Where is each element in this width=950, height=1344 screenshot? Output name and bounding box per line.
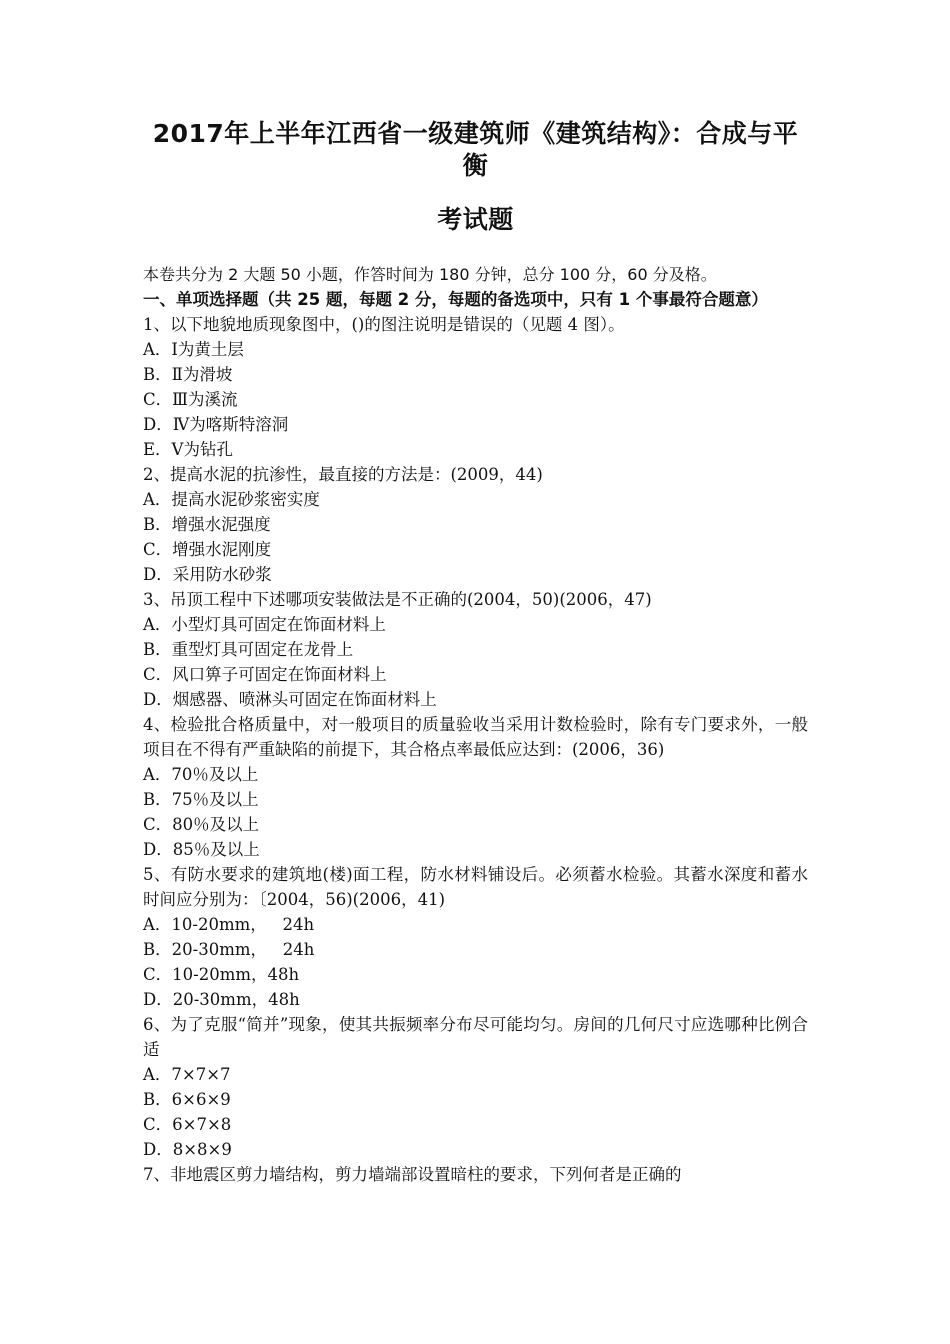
question-option: D．烟感器、喷淋头可固定在饰面材料上 xyxy=(143,690,437,709)
question-option: C．80％及以上 xyxy=(143,815,260,834)
question-item xyxy=(143,312,808,462)
question-stem: 2、提高水泥的抗渗性，最直接的方法是：(2009，44) xyxy=(143,465,543,484)
question-option: A．Ⅰ为黄土层 xyxy=(143,340,244,359)
page-title-line-2: 考试题 xyxy=(437,205,514,234)
question-item xyxy=(143,587,808,712)
question-option: C．Ⅲ为溪流 xyxy=(143,390,238,409)
question-option: B．20-30mm， 24h xyxy=(143,940,315,959)
section-heading: 一、单项选择题（共 25 题，每题 2 分，每题的备选项中，只有 1 个事最符合题意） xyxy=(143,290,768,309)
question-option: A．7×7×7 xyxy=(143,1065,231,1084)
question-list xyxy=(143,312,808,1187)
question-option: C．风口箅子可固定在饰面材料上 xyxy=(143,665,387,684)
question-option: D．85％及以上 xyxy=(143,840,260,859)
question-stem: 1、以下地貌地质现象图中，()的图注说明是错误的（见题 4 图）。 xyxy=(143,315,625,334)
question-item xyxy=(143,462,808,587)
question-option: A．10-20mm， 24h xyxy=(143,915,315,934)
question-item xyxy=(143,1012,808,1162)
question-stem: 5、有防水要求的建筑地(楼)面工程，防水材料铺设后。必须蓄水检验。其蓄水深度和蓄水时间应分别为：〔2004，56)(2006，41) xyxy=(143,865,808,909)
question-option: D．采用防水砂浆 xyxy=(143,565,272,584)
question-option: B．重型灯具可固定在龙骨上 xyxy=(143,640,354,659)
question-option: B．75％及以上 xyxy=(143,790,259,809)
question-stem: 4、检验批合格质量中，对一般项目的质量验收当采用计数检验时，除有专门要求外，一般项目在不得有严重缺陷的前提下，其合格点率最低应达到：(2006，36) xyxy=(143,715,808,759)
question-option: D．Ⅳ为喀斯特溶洞 xyxy=(143,415,289,434)
question-option: A．提高水泥砂浆密实度 xyxy=(143,490,320,509)
question-stem: 7、非地震区剪力墙结构，剪力墙端部设置暗柱的要求，下列何者是正确的 xyxy=(143,1165,682,1184)
question-item xyxy=(143,862,808,1012)
question-option: B．Ⅱ为滑坡 xyxy=(143,365,233,384)
question-stem: 3、吊顶工程中下述哪项安装做法是不正确的(2004，50)(2006，47) xyxy=(143,590,652,609)
exam-instructions: 本卷共分为 2 大题 50 小题，作答时间为 180 分钟，总分 100 分，60 分及格。 xyxy=(143,265,717,284)
question-option: B．增强水泥强度 xyxy=(143,515,271,534)
question-item xyxy=(143,1162,808,1187)
question-option: A．70％及以上 xyxy=(143,765,259,784)
question-option: E．Ⅴ为钻孔 xyxy=(143,440,233,459)
question-option: C．6×7×8 xyxy=(143,1115,232,1134)
question-option: D．8×8×9 xyxy=(143,1140,232,1159)
page-title-line-1: 2017年上半年江西省一级建筑师《建筑结构》：合成与平衡 xyxy=(152,119,799,180)
question-item xyxy=(143,712,808,862)
question-option: A．小型灯具可固定在饰面材料上 xyxy=(143,615,386,634)
document-content xyxy=(143,118,808,1187)
question-option: C．10-20mm，48h xyxy=(143,965,300,984)
question-stem: 6、为了克服“简并”现象，使其共振频率分布尽可能均匀。房间的几何尺寸应选哪种比例合适 xyxy=(143,1015,808,1059)
question-option: B．6×6×9 xyxy=(143,1090,231,1109)
question-option: C．增强水泥刚度 xyxy=(143,540,272,559)
question-option: D．20-30mm，48h xyxy=(143,990,300,1009)
